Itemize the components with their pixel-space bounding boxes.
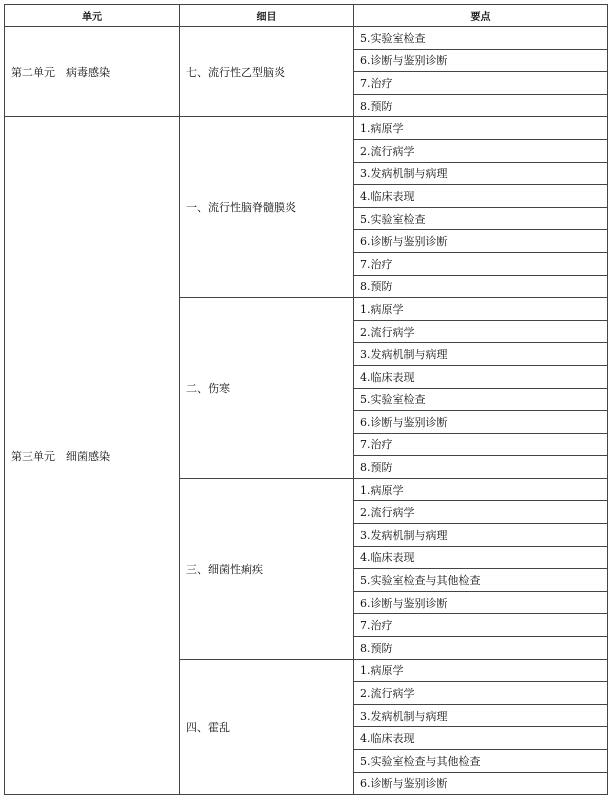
point-cell: 7.治疗 — [354, 252, 608, 275]
point-cell: 4.临床表现 — [354, 365, 608, 388]
point-cell: 5.实验室检查 — [354, 27, 608, 50]
item-cell: 四、霍乱 — [180, 659, 354, 795]
point-cell: 6.诊断与鉴别诊断 — [354, 772, 608, 795]
point-cell: 4.临床表现 — [354, 546, 608, 569]
point-cell: 1.病原学 — [354, 659, 608, 682]
header-points: 要点 — [354, 5, 608, 27]
header-row — [5, 5, 608, 27]
table-body — [5, 27, 608, 795]
unit-cell: 第三单元 细菌感染 — [5, 117, 180, 795]
item-cell: 三、细菌性痢疾 — [180, 478, 354, 659]
point-cell: 7.治疗 — [354, 614, 608, 637]
point-cell: 2.流行病学 — [354, 139, 608, 162]
point-cell: 2.流行病学 — [354, 501, 608, 524]
point-cell: 1.病原学 — [354, 117, 608, 140]
point-cell: 2.流行病学 — [354, 682, 608, 705]
point-cell: 3.发病机制与病理 — [354, 343, 608, 366]
table-row — [5, 27, 608, 50]
point-cell: 6.诊断与鉴别诊断 — [354, 591, 608, 614]
point-cell: 8.预防 — [354, 275, 608, 298]
point-cell: 8.预防 — [354, 456, 608, 479]
point-cell: 5.实验室检查 — [354, 207, 608, 230]
syllabus-table — [4, 4, 608, 795]
point-cell: 2.流行病学 — [354, 320, 608, 343]
point-cell: 5.实验室检查 — [354, 388, 608, 411]
point-cell: 8.预防 — [354, 637, 608, 660]
point-cell: 5.实验室检查与其他检查 — [354, 750, 608, 773]
point-cell: 8.预防 — [354, 94, 608, 117]
point-cell: 6.诊断与鉴别诊断 — [354, 49, 608, 72]
header-item: 细目 — [180, 5, 354, 27]
point-cell: 6.诊断与鉴别诊断 — [354, 230, 608, 253]
point-cell: 5.实验室检查与其他检查 — [354, 569, 608, 592]
item-cell: 一、流行性脑脊髓膜炎 — [180, 117, 354, 298]
point-cell: 3.发病机制与病理 — [354, 524, 608, 547]
header-unit: 单元 — [5, 5, 180, 27]
item-cell: 二、伤寒 — [180, 298, 354, 479]
point-cell: 6.诊断与鉴别诊断 — [354, 411, 608, 434]
point-cell: 7.治疗 — [354, 433, 608, 456]
item-cell: 七、流行性乙型脑炎 — [180, 27, 354, 117]
point-cell: 4.临床表现 — [354, 727, 608, 750]
point-cell: 7.治疗 — [354, 72, 608, 95]
point-cell: 3.发病机制与病理 — [354, 162, 608, 185]
point-cell: 4.临床表现 — [354, 185, 608, 208]
point-cell: 3.发病机制与病理 — [354, 704, 608, 727]
point-cell: 1.病原学 — [354, 298, 608, 321]
table-row — [5, 117, 608, 140]
point-cell: 1.病原学 — [354, 478, 608, 501]
unit-cell: 第二单元 病毒感染 — [5, 27, 180, 117]
